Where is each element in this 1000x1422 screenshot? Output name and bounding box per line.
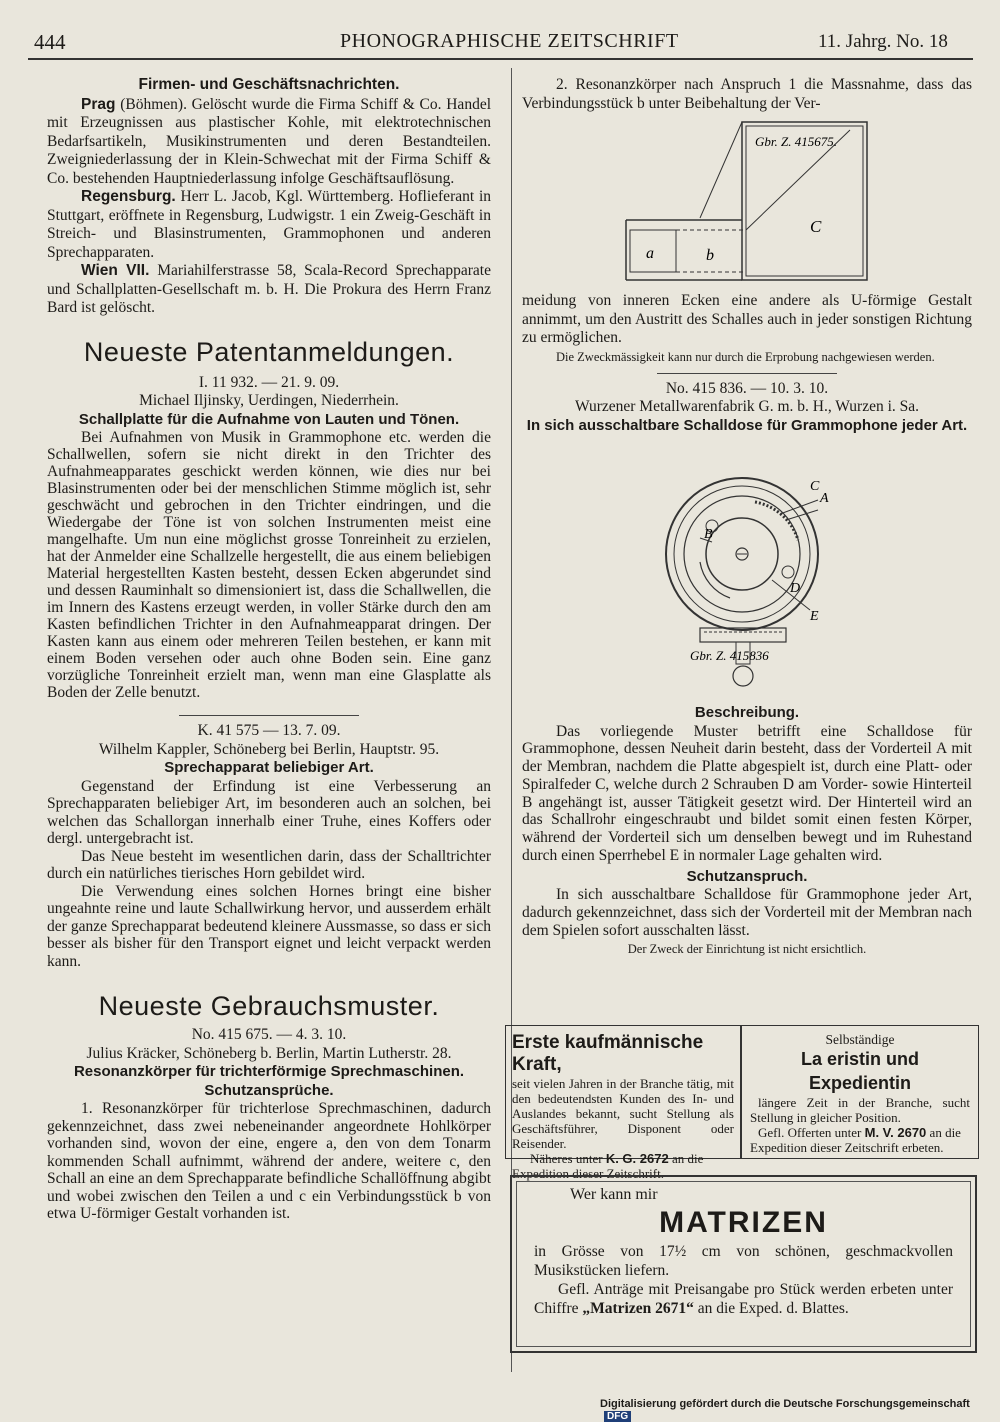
ad-code: K. G. 2672: [605, 1151, 669, 1166]
ad-text-2-post: an die Exped. d. Blattes.: [697, 1300, 849, 1317]
ad-text: längere Zeit in der Branche, sucht Stellung in gleicher Position.: [750, 1095, 970, 1125]
patent-2-text-1: Gegenstand der Erfindung ist eine Verbesserung an Sprechapparaten beliebiger Art, im besonderen auch an solchen, bei welchen das Schallorgan innerhalb einer Truhe, eines Koffers oder dergl. untergebracht ist.: [47, 777, 491, 847]
ad-text-2: [534, 1280, 953, 1318]
leader-line: [786, 510, 818, 520]
ad-contact-post: an die Expedition dieser Zeitschrift erbeten.: [750, 1125, 961, 1155]
ad-text: seit vielen Jahren in der Branche tätig, mit den bedeutendsten Kunden des In- und Auslandes bekannt, sucht Stellung als Geschäftsführer, Disponent oder Reisender.: [512, 1076, 734, 1151]
resonance-body-figure: [620, 118, 872, 286]
gebrauchsmuster-heading: Neueste Gebrauchsmuster.: [98, 991, 440, 1021]
ad-contact: [750, 1125, 970, 1155]
news-wien: [47, 262, 491, 318]
figure-letter-a: a: [646, 245, 654, 262]
left-column: [47, 76, 491, 1223]
divider: [657, 373, 837, 374]
gm-2-title: In sich ausschaltbare Schalldose für Grammophone jeder Art.: [526, 416, 968, 434]
figure-letter-c: C: [810, 217, 822, 236]
patent-2-text-3: Die Verwendung eines solchen Hornes bringt eine bisher ungeahnte reine und laute Schallwirkung hervor, und ausserdem erhält der ganze Sprechapparat bedeutend kleinere Aussmasse, so dass er sich besser als bisher für den Transport eignet und leicht verpackt werden kann.: [47, 882, 491, 970]
patent-heading: Neueste Patentanmeldungen.: [83, 336, 455, 367]
figure-letter-b: b: [706, 247, 714, 264]
screw-d: [782, 566, 794, 578]
ad-text-2-pre: Gefl. Anträge mit Preisangabe pro Stück werden erbeten unter Chiffre: [534, 1281, 953, 1317]
news-regensburg: [47, 188, 491, 262]
ad-contact-pre: Näheres unter: [530, 1151, 603, 1166]
label-c: C: [810, 479, 820, 494]
patent-1-text: Bei Aufnahmen von Musik in Grammophone etc. werden die Schallwellen, sofern sie nicht direkt in den Trichter des Aufnahmeapparates geschickt werden können, wie dies nur bei Blasinstrumenten oder bei der menschlichen Stimme möglich ist, sehr geschwächt und gebrochen in den Trichter eindringen, und die Wiedergabe der Töne ist von solchen Instrumenten meist eine mangelhafte. Um nun eine möglichst grosse Tonreinheit zu erzielen, hat der Anmelder eine Schallzelle hergestellt, die aus einem beliebigen Material hergestellten Kasten besteht, dessen Ecken abgerundet sind und dessen Rauminhalt so dimensioniert ist, dass die Schallwellen, die im Innern des Kastens erzeugt werden, in voller Stärke durch den am Kasten befindlichen Trichter in den Aufnahmeapparat dringen. Der Kasten kann aus einem oder mehreren Teilen bestehen, er kann mit einem Boden versehen oder auch ohne Boden sein. Eine ganz vorzügliche Tonreinheit erzielt man, wenn man eine Glasplatte als Boden der Zelle benutzt.: [47, 429, 491, 701]
dfg-logo: DFG: [604, 1411, 631, 1422]
label-b: B: [704, 527, 713, 542]
patent-1-number: I. 11 932. — 21. 9. 09.: [198, 373, 340, 391]
page-number: 444: [34, 30, 66, 54]
news-city: Prag: [81, 95, 116, 113]
news-text: Herr L. Jacob, Kgl. Württemberg. Hoflieferant in Stuttgart, eröffnete in Regensburg, Ludwigstr. 1 ein Zweig-Geschäft in Streich- und Blasinstrumenten, Grammophonen und anderen Sprechapparaten.: [47, 188, 492, 261]
right-column-lower: [522, 704, 972, 957]
label-a: A: [820, 491, 829, 506]
label-d: D: [790, 581, 801, 596]
gm-1-number: No. 415 675. — 4. 3. 10.: [191, 1026, 347, 1043]
news-prag: [47, 96, 491, 189]
label-e: E: [810, 609, 819, 624]
gm-1-applicant: Julius Kräcker, Schöneberg b. Berlin, Martin Lutherstr. 28.: [86, 1044, 452, 1062]
note-2: Der Zweck der Einrichtung ist nicht ersichtlich.: [627, 941, 867, 956]
figure-label: Gbr. Z. 415675.: [755, 134, 837, 149]
soundbox-figure: [660, 462, 840, 702]
patent-2-text-2: Das Neue besteht im wesentlichen darin, dass der Schalltrichter durch ein natürliches tierisches Horn gebildet wird.: [47, 847, 491, 882]
ad-contact-post: an die Expedition dieser Zeitschrift.: [512, 1151, 704, 1181]
news-city: Wien VII.: [81, 262, 150, 279]
patent-2-applicant: Wilhelm Kappler, Schöneberg bei Berlin, Hauptstr. 95.: [98, 740, 440, 758]
news-text: (Böhmen). Gelöscht wurde die Firma Schiff & Co. Handel mit Erzeugnissen aus plastischer Kohle, mit elektrotechnischen Bedarfsartikeln, Musikinstrumenten und deren Bestandteilen. Zweigniederlassung der in Klein-Schwechat mit der Firma Schiff & Co. bestehenden Hauptniederlassung infolge Geschäftsauflösung.: [47, 95, 492, 187]
footer: [600, 1398, 1000, 1422]
ad-text-1: in Grösse von 17½ cm von schönen, geschmackvollen Musikstücken liefern.: [534, 1243, 953, 1279]
ad-code: M. V. 2670: [864, 1125, 927, 1140]
ad-contact-pre: Gefl. Offerten unter: [758, 1125, 862, 1140]
ad-title: MATRIZEN: [659, 1206, 828, 1239]
patent-1-applicant: Michael Iljinsky, Uerdingen, Niederrhein.: [139, 392, 399, 409]
claim-2-text-start: 2. Resonanzkörper nach Anspruch 1 die Massnahme, dass das Verbindungsstück b unter Beibehaltung der Ver-: [522, 76, 972, 112]
ad-title: La eristin und Expedientin: [800, 1049, 919, 1093]
gm-1-schutz-heading: Schutzansprüche.: [204, 1081, 334, 1099]
claim-2-text-end: meidung von inneren Ecken eine andere als U-förmige Gestalt annimmt, um den Austritt des Schalles auch in jeder sonstigen Richtung zu ermöglichen.: [522, 292, 972, 346]
soundbox-ring-bottom: [733, 666, 753, 686]
schutzanspruch-text: In sich ausschaltbare Schalldose für Grammophone jeder Art, dadurch gekennzeichnet, dass sich der Vorderteil mit der Membran nach dem Spielen sofort ausschalten lässt.: [522, 886, 972, 939]
firmen-heading: Firmen- und Geschäftsnachrichten.: [138, 76, 400, 93]
ad-kicker: Selbständige: [825, 1032, 895, 1047]
schutzanspruch-heading: Schutzanspruch.: [686, 867, 808, 885]
journal-title: PHONOGRAPHISCHE ZEITSCHRIFT: [340, 30, 679, 52]
figure-diagonal: [700, 122, 742, 218]
patent-1-title: Schallplatte für die Aufnahme von Lauten und Tönen.: [78, 410, 460, 428]
footer-text: Digitalisierung gefördert durch die Deutsche Forschungsgemeinschaft: [600, 1398, 970, 1410]
ad-kaufmann: [505, 1025, 741, 1181]
news-city: Regensburg.: [81, 188, 176, 205]
patent-2-number: K. 41 575 — 13. 7. 09.: [197, 722, 341, 739]
beschreibung-heading: Beschreibung.: [694, 704, 800, 721]
ad-line-1: Wer kann mir: [570, 1186, 658, 1203]
gm-2-applicant: Wurzener Metallwarenfabrik G. m. b. H., Wurzen i. Sa.: [574, 398, 920, 415]
right-column-upper: [522, 292, 972, 435]
figure-label: Gbr. Z. 415836: [690, 648, 769, 663]
claim-2-start: [522, 76, 972, 113]
gm-2-number: No. 415 836. — 10. 3. 10.: [665, 379, 829, 397]
divider: [179, 715, 359, 716]
ad-code: „Matrizen 2671“: [582, 1300, 694, 1317]
header-rule: [28, 58, 973, 60]
ad-title: Erste kaufmännische Kraft,: [512, 1032, 704, 1075]
patent-2-title: Sprechapparat beliebiger Art.: [164, 759, 374, 776]
ad-matrizen: [510, 1175, 977, 1353]
issue-label: 11. Jahrg. No. 18: [818, 31, 948, 52]
note-1: Die Zweckmässigkeit kann nur durch die Erprobung nachgewiesen werden.: [556, 349, 935, 364]
ad-expedientin: [741, 1025, 979, 1159]
gm-1-title: Resonanzkörper für trichterförmige Sprechmaschinen.: [73, 1063, 465, 1080]
spring-c: [700, 562, 730, 598]
beschreibung-text: Das vorliegende Muster betrifft eine Schalldose für Grammophone, dessen Neuheit darin besteht, dass der Vorderteil A mit der Membran, nachdem die Platte abgespielt ist, durch eine Platt- oder Spiralfeder C, welche durch 2 Schrauben D am Vorder- sowie Hinterteil B angehängt ist, ausser Tätigkeit gesetzt wird. Der Hinterteil wird an das Schallrohr eingeschraubt und bildet somit einen festen Körper, während der Vorderteil sich um denselben bewegt und im Ruhestand durch einen Sperrhebel E in normaler Lage gehalten wird.: [522, 722, 972, 865]
news-text: Mariahilferstrasse 58, Scala-Record Sprechapparate und Schallplatten-Gesellschaft m. b. H. Die Prokura des Herrn Franz Bard ist gelöscht.: [47, 262, 491, 316]
gm-1-text: 1. Resonanzkörper für trichterlose Sprechmaschinen, dadurch gekennzeichnet, dass zwei nebeneinander angeordnete Hohlkörper vorhanden sind, wovon der eine, engere a, den von dem Tonarm kommenden Schall aufnimmt, während der andere, weitere c, den Schall an eine an dem Sprechapparate befindliche Schallöffnung abgibt und wobei zwischen den Teilen a und c ein Verbindungsstück b von etwa U-förmiger Gestalt vorhanden ist.: [47, 1100, 491, 1222]
